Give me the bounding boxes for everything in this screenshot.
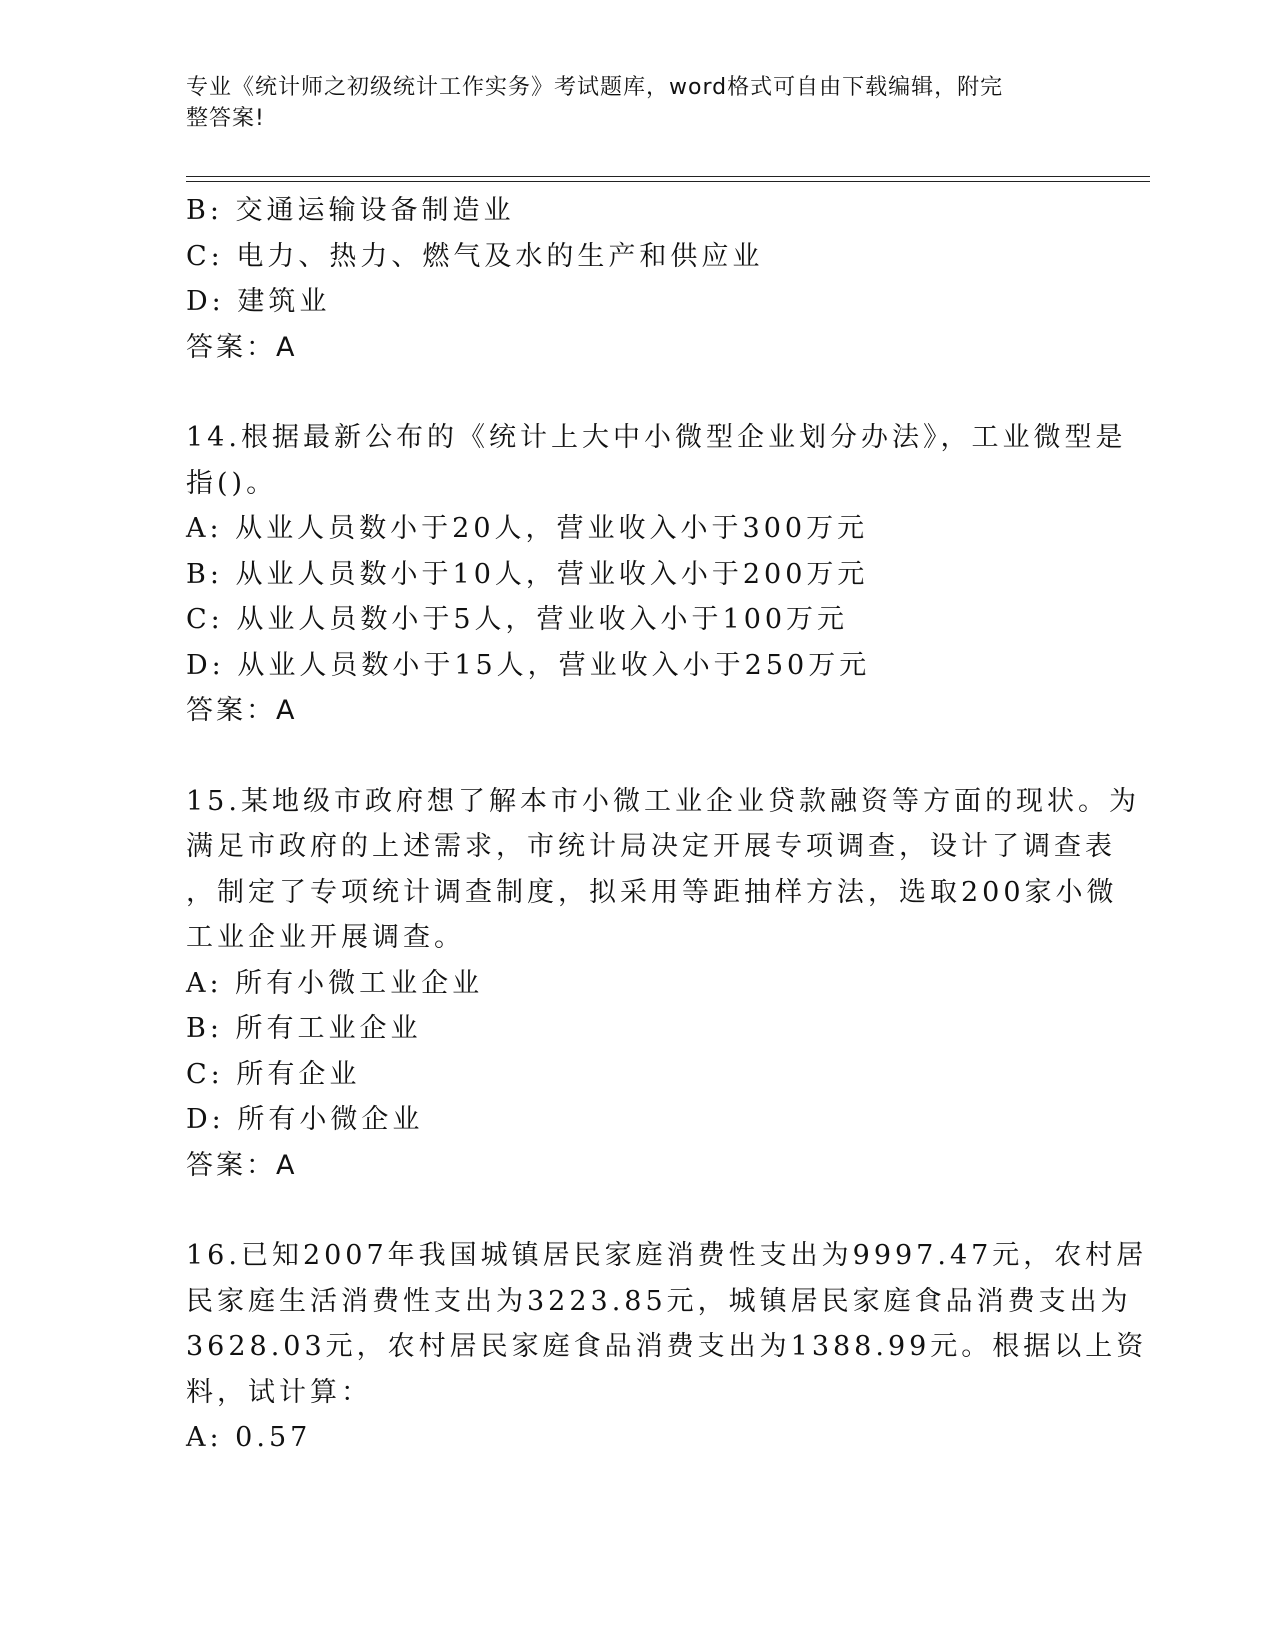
q15-question-line-1: 15.某地级市政府想了解本市小微工业企业贷款融资等方面的现状。为 bbox=[186, 785, 1140, 817]
q15-option-b: B: 所有工业企业 bbox=[186, 1013, 422, 1044]
q15-option-c: C: 所有企业 bbox=[186, 1058, 361, 1090]
q16-option-a: A: 0.57 bbox=[186, 1422, 312, 1453]
header-line-1: 专业《统计师之初级统计工作实务》考试题库，word格式可自由下载编辑，附完 bbox=[186, 75, 1004, 100]
q13-option-c: C: 电力、热力、燃气及水的生产和供应业 bbox=[186, 240, 764, 272]
q14-option-b: B: 从业人员数小于10人，营业收入小于200万元 bbox=[186, 558, 869, 590]
spacer bbox=[186, 370, 1086, 415]
q15-answer: 答案：A bbox=[186, 1149, 298, 1181]
q16-question-line-3: 3628.03元，农村居民家庭食品消费支出为1388.99元。根据以上资 bbox=[186, 1331, 1148, 1362]
header-rule-bottom bbox=[186, 181, 1150, 182]
header-rule-top bbox=[186, 176, 1150, 177]
q13-option-d: D: 建筑业 bbox=[186, 286, 331, 317]
spacer bbox=[186, 1188, 1086, 1233]
q16-question-line-2: 民家庭生活消费性支出为3223.85元，城镇居民家庭食品消费支出为 bbox=[186, 1285, 1132, 1317]
q14-option-d: D: 从业人员数小于15人，营业收入小于250万元 bbox=[186, 649, 871, 681]
q15-option-a: A: 所有小微工业企业 bbox=[186, 967, 484, 999]
q13-answer: 答案：A bbox=[186, 331, 298, 363]
q13-option-b: B: 交通运输设备制造业 bbox=[186, 195, 515, 226]
q15-question-line-2: 满足市政府的上述需求，市统计局决定开展专项调查，设计了调查表 bbox=[186, 831, 1116, 862]
q16-question-line-4: 料，试计算： bbox=[186, 1376, 372, 1408]
q14-question-line-2: 指()。 bbox=[186, 467, 278, 499]
q14-question-line-1: 14.根据最新公布的《统计上大中小微型企业划分办法》，工业微型是 bbox=[186, 422, 1127, 453]
q15-question-line-4: 工业企业开展调查。 bbox=[186, 922, 465, 953]
q15-option-d: D: 所有小微企业 bbox=[186, 1104, 424, 1135]
spacer bbox=[186, 734, 1086, 779]
header-line-2: 整答案! bbox=[186, 106, 265, 131]
q15-question-line-3: ，制定了专项统计调查制度，拟采用等距抽样方法，选取200家小微 bbox=[186, 876, 1118, 908]
question-list bbox=[186, 188, 1148, 1461]
q16-question-line-1: 16.已知2007年我国城镇居民家庭消费性支出为9997.47元，农村居 bbox=[186, 1240, 1148, 1271]
q14-option-c: C: 从业人员数小于5人，营业收入小于100万元 bbox=[186, 604, 849, 635]
q14-option-a: A: 从业人员数小于20人，营业收入小于300万元 bbox=[186, 513, 869, 544]
document-header bbox=[186, 72, 1066, 134]
q14-answer: 答案：A bbox=[186, 695, 298, 726]
